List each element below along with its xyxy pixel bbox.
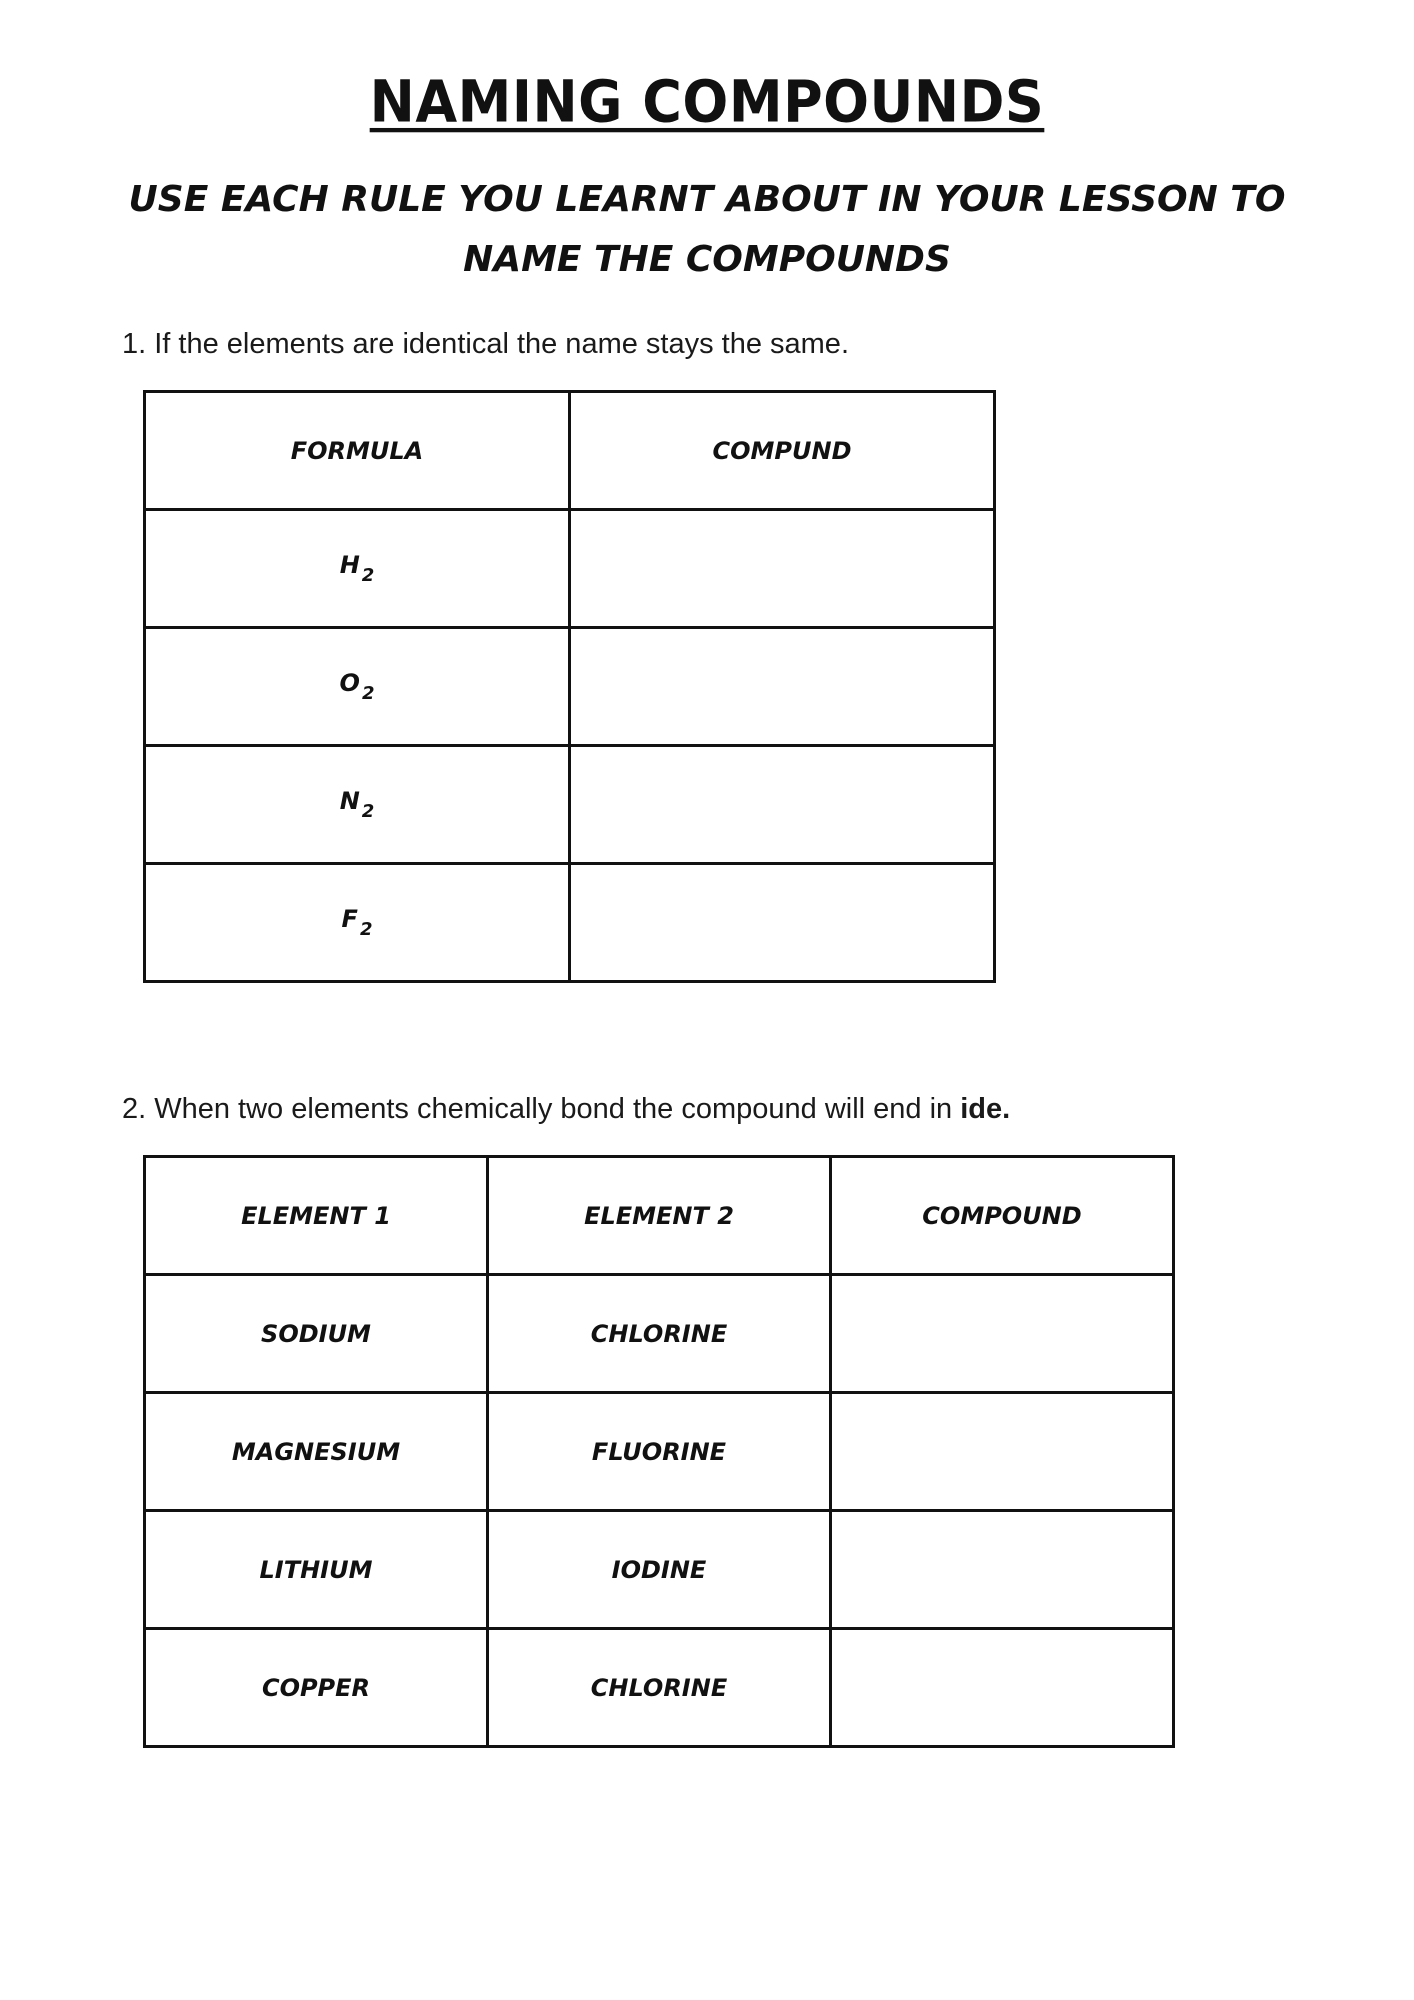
- table-row: [145, 1629, 1174, 1747]
- formula-cell: F $_2$: [145, 864, 570, 982]
- column-header-compound: COMPUND: [570, 392, 995, 510]
- column-header-element-2: ELEMENT 2: [488, 1157, 831, 1275]
- compound-answer-cell[interactable]: [831, 1393, 1174, 1511]
- column-header-element-1: ELEMENT 1: [145, 1157, 488, 1275]
- element-2-cell: CHLORINE: [488, 1275, 831, 1393]
- compound-answer-cell[interactable]: [831, 1275, 1174, 1393]
- element-2-cell: IODINE: [488, 1511, 831, 1629]
- element-1-cell: COPPER: [145, 1629, 488, 1747]
- identical-elements-table: [143, 390, 996, 983]
- element-2-cell: FLUORINE: [488, 1393, 831, 1511]
- table-row: [145, 1393, 1174, 1511]
- rule-2-main-text: 2. When two elements chemically bond the compound will end in: [122, 1093, 961, 1125]
- element-1-cell: SODIUM: [145, 1275, 488, 1393]
- element-2-cell: CHLORINE: [488, 1629, 831, 1747]
- rule-2-emphasis: ide.: [960, 1093, 1011, 1125]
- compound-answer-cell[interactable]: [570, 628, 995, 746]
- table-row: [145, 1511, 1174, 1629]
- two-element-table: [143, 1155, 1175, 1748]
- table-row: [145, 1275, 1174, 1393]
- table-row: [145, 510, 995, 628]
- worksheet-instructions: USE EACH RULE YOU LEARNT ABOUT IN YOUR LESSON TO NAME THE COMPOUNDS: [128, 179, 1286, 280]
- table-row: [145, 628, 995, 746]
- rule-1-text: 1. If the elements are identical the name stays the same.: [122, 328, 849, 360]
- table-header-row: [145, 392, 995, 510]
- formula-cell: H $_2$: [145, 510, 570, 628]
- rule-2-text: [122, 1093, 1010, 1126]
- table-row: [145, 746, 995, 864]
- table-row: [145, 864, 995, 982]
- compound-answer-cell[interactable]: [831, 1511, 1174, 1629]
- column-header-formula: FORMULA: [145, 392, 570, 510]
- element-1-cell: MAGNESIUM: [145, 1393, 488, 1511]
- formula-cell: N $_2$: [145, 746, 570, 864]
- table-header-row: [145, 1157, 1174, 1275]
- compound-answer-cell[interactable]: [570, 510, 995, 628]
- worksheet-title: NAMING COMPOUNDS: [369, 67, 1045, 136]
- element-1-cell: LITHIUM: [145, 1511, 488, 1629]
- compound-answer-cell[interactable]: [570, 864, 995, 982]
- column-header-compound: COMPOUND: [831, 1157, 1174, 1275]
- compound-answer-cell[interactable]: [831, 1629, 1174, 1747]
- compound-answer-cell[interactable]: [570, 746, 995, 864]
- formula-cell: O $_2$: [145, 628, 570, 746]
